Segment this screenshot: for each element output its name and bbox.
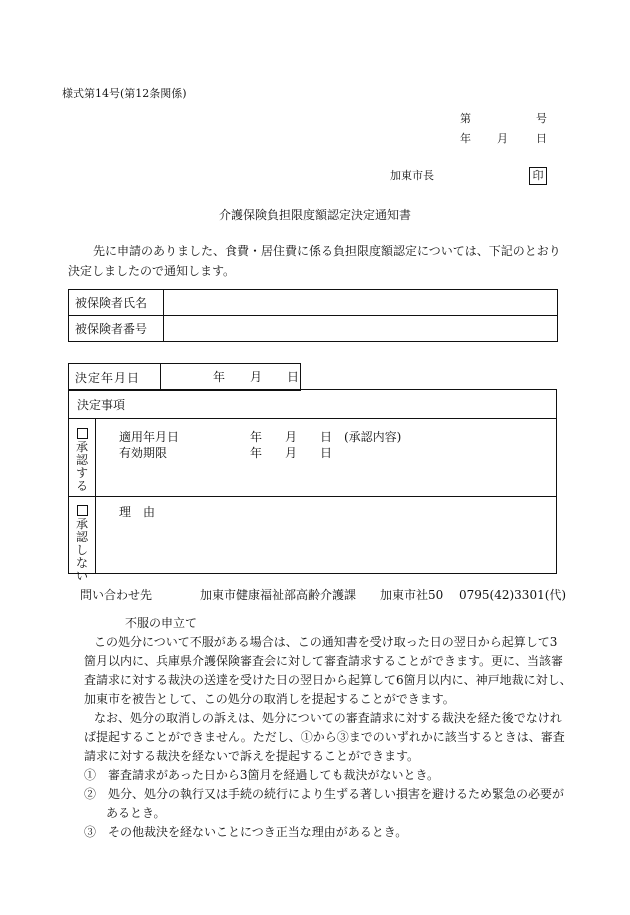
objection-line: ば提起することができません。ただし、①から③までのいずれかに該当するときは、審査 [84,730,565,744]
decision-items-label: 決定事項 [77,398,126,412]
approve-column [69,418,96,496]
objection-condition-1: ① 審査請求があった日から3箇月を経過しても裁決がないとき。 [84,768,440,782]
insured-name-field[interactable] [164,290,558,316]
valid-until-year: 年 [250,446,263,460]
decision-date-table [68,363,301,391]
objection-line: 加東市を被告として、この処分の取消しを提起することができます。 [84,692,455,706]
approve-label: 承認する [75,440,88,493]
contact-address: 加東市社50 [380,588,444,602]
insured-number-label: 被保険者番号 [69,316,164,342]
reject-checkbox[interactable] [77,505,88,516]
insured-number-field[interactable] [164,316,558,342]
seal-mark: 印 [529,167,547,185]
decision-date-day: 日 [287,370,300,384]
document-number-suffix: 号 [536,112,547,125]
form-number: 様式第14号(第12条関係) [62,87,187,100]
apply-date-day: 日 [320,430,333,444]
issue-date-day: 日 [536,132,547,145]
insured-info-table [68,289,558,342]
objection-condition-2-cont: あるとき。 [106,806,166,820]
decision-items-box [68,389,557,583]
insured-number-row [69,316,558,342]
objection-line: この処分について不服がある場合は、この通知書を受け取った日の翌日から起算して3 [94,635,558,649]
objection-line: なお、処分の取消しの訴えは、処分についての審査請求に対する裁決を経た後でなけれ [94,711,562,725]
apply-date-label: 適用年月日 [119,430,180,444]
decision-date-field[interactable] [161,364,301,391]
valid-until-day: 日 [320,446,333,460]
document-title: 介護保険負担限度額認定決定通知書 [218,208,411,222]
objection-line: 箇月以内に、兵庫県介護保険審査会に対して審査請求することができます。更に、当該審 [84,654,564,668]
apply-date-month: 月 [285,430,298,444]
decision-date-month: 月 [250,370,263,384]
issuer-name: 加東市長 [390,169,434,182]
decision-items-header [69,390,556,419]
objection-line: 請求に対する裁決を経ないで訴えを提起することができます。 [84,749,420,763]
issue-date-month: 月 [497,132,508,145]
decision-date-year: 年 [213,370,226,384]
approve-section [69,418,556,497]
document-number-label: 第 [460,112,471,125]
contact-department: 加東市健康福祉部高齢介護課 [200,588,357,602]
insured-name-label: 被保険者氏名 [69,290,164,316]
reject-section [69,497,556,583]
intro-line-2: 決定しましたので通知します。 [68,264,236,278]
issue-date-year: 年 [460,132,471,145]
approval-content-note: (承認内容) [344,430,402,444]
contact-phone: 0795(42)3301(代) [459,588,567,602]
objection-title: 不服の申立て [125,616,198,630]
intro-line-1: 先に申請のありました、食費・居住費に係る負担限度額認定については、下記のとおり [93,244,561,258]
valid-until-label: 有効期限 [119,446,168,460]
objection-condition-2: ② 処分、処分の執行又は手続の続行により生ずる著しい損害を避けるため緊急の必要が [84,787,565,801]
reject-column [69,497,96,583]
reason-label: 理 由 [119,505,156,519]
decision-date-label: 決定年月日 [69,364,161,391]
reject-label: 承認しない [75,517,88,583]
approve-checkbox[interactable] [77,428,88,439]
insured-name-row [69,290,558,316]
objection-line: 査請求に対する裁決の送達を受けた日の翌日から起算して6箇月以内に、神戸地裁に対し、 [84,673,572,687]
valid-until-month: 月 [285,446,298,460]
contact-label: 問い合わせ先 [80,588,153,602]
objection-condition-3: ③ その他裁決を経ないことにつき正当な理由があるとき。 [84,825,408,839]
apply-date-year: 年 [250,430,263,444]
